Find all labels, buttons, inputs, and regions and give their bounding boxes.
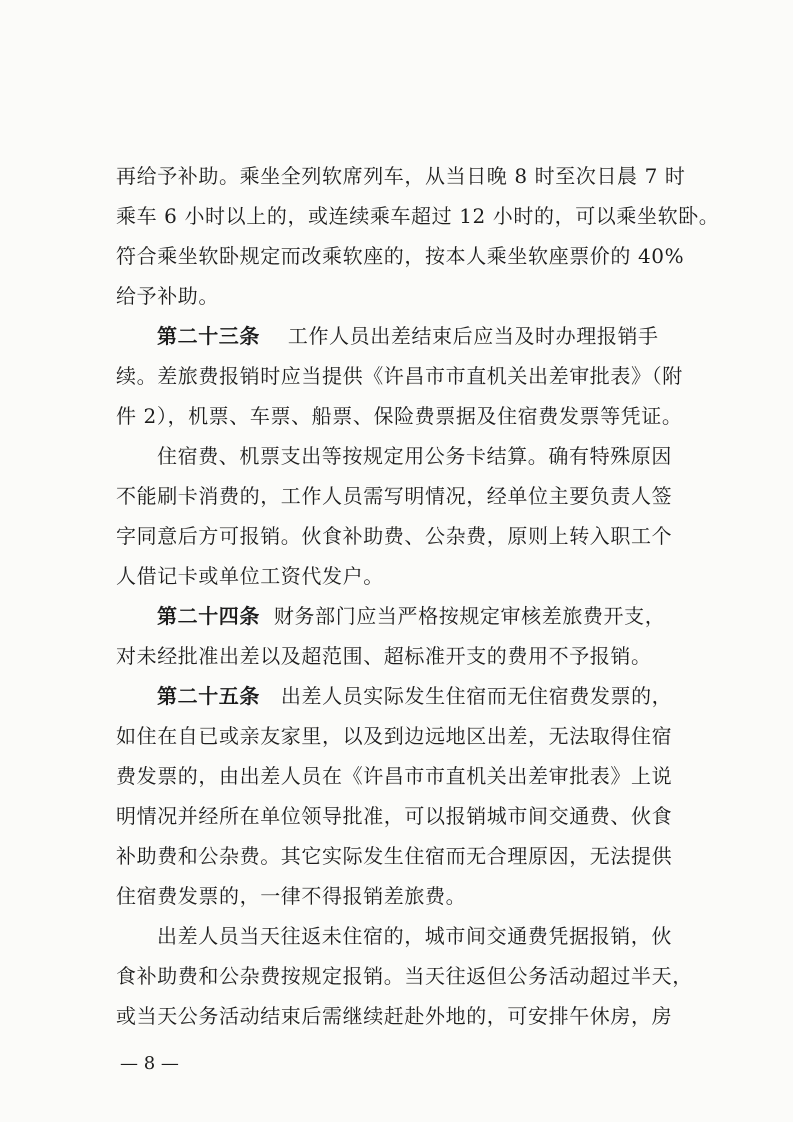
text-line: 或当天公务活动结束后需继续赶赴外地的，可安排午休房，房 <box>116 1004 673 1028</box>
article-23-heading: 第二十三条 <box>157 324 260 348</box>
text-line: 对未经批准出差以及超范围、超标准开支的费用不予报销。 <box>116 644 652 668</box>
text-line: 食补助费和公杂费按规定报销。当天往返但公务活动超过半天， <box>116 964 693 988</box>
text-line: 出差人员当天往返未住宿的，城市间交通费凭据报销，伙 <box>157 924 672 948</box>
text-line: 住宿费发票的，一律不得报销差旅费。 <box>116 884 467 908</box>
text-line: 出差人员实际发生住宿而无住宿费发票的， <box>280 684 673 708</box>
text-line: 不能刷卡消费的，工作人员需写明情况，经单位主要负责人签 <box>116 484 673 508</box>
article-24-paragraph <box>157 602 727 630</box>
text-line: 符合乘坐软卧规定而改乘软座的，按本人乘坐软座票价的 40% <box>116 244 685 268</box>
text-line: 明情况并经所在单位领导批准，可以报销城市间交通费、伙食 <box>116 804 673 828</box>
article-25-heading: 第二十五条 <box>157 684 260 708</box>
article-24-heading: 第二十四条 <box>157 604 260 628</box>
text-line: 再给予补助。乘坐全列软席列车，从当日晚 8 时至次日晨 7 时 <box>116 164 686 188</box>
text-line: 补助费和公杂费。其它实际发生住宿而无合理原因，无法提供 <box>116 844 673 868</box>
page-number: — 8 — <box>120 1053 179 1074</box>
text-line: 费发票的，由出差人员在《许昌市市直机关出差审批表》上说 <box>116 764 673 788</box>
text-line: 财务部门应当严格按规定审核差旅费开支， <box>273 604 666 628</box>
article-25-paragraph <box>157 682 727 710</box>
text-line: 工作人员出差结束后应当及时办理报销手 <box>287 324 659 348</box>
text-line: 人借记卡或单位工资代发户。 <box>116 564 384 588</box>
text-line: 给予补助。 <box>116 284 219 308</box>
text-line: 续。差旅费报销时应当提供《许昌市市直机关出差审批表》（附 <box>116 364 683 388</box>
text-line: 乘车 6 小时以上的，或连续乘车超过 12 小时的，可以乘坐软卧。 <box>116 204 720 228</box>
text-line: 字同意后方可报销。伙食补助费、公杂费，原则上转入职工个 <box>116 524 673 548</box>
text-line: 如住在自已或亲友家里，以及到边远地区出差，无法取得住宿 <box>116 724 673 748</box>
text-line: 件 2），机票、车票、船票、保险费票据及住宿费发票等凭证。 <box>116 404 683 428</box>
article-23-paragraph <box>157 322 727 350</box>
text-line: 住宿费、机票支出等按规定用公务卡结算。确有特殊原因 <box>157 444 672 468</box>
